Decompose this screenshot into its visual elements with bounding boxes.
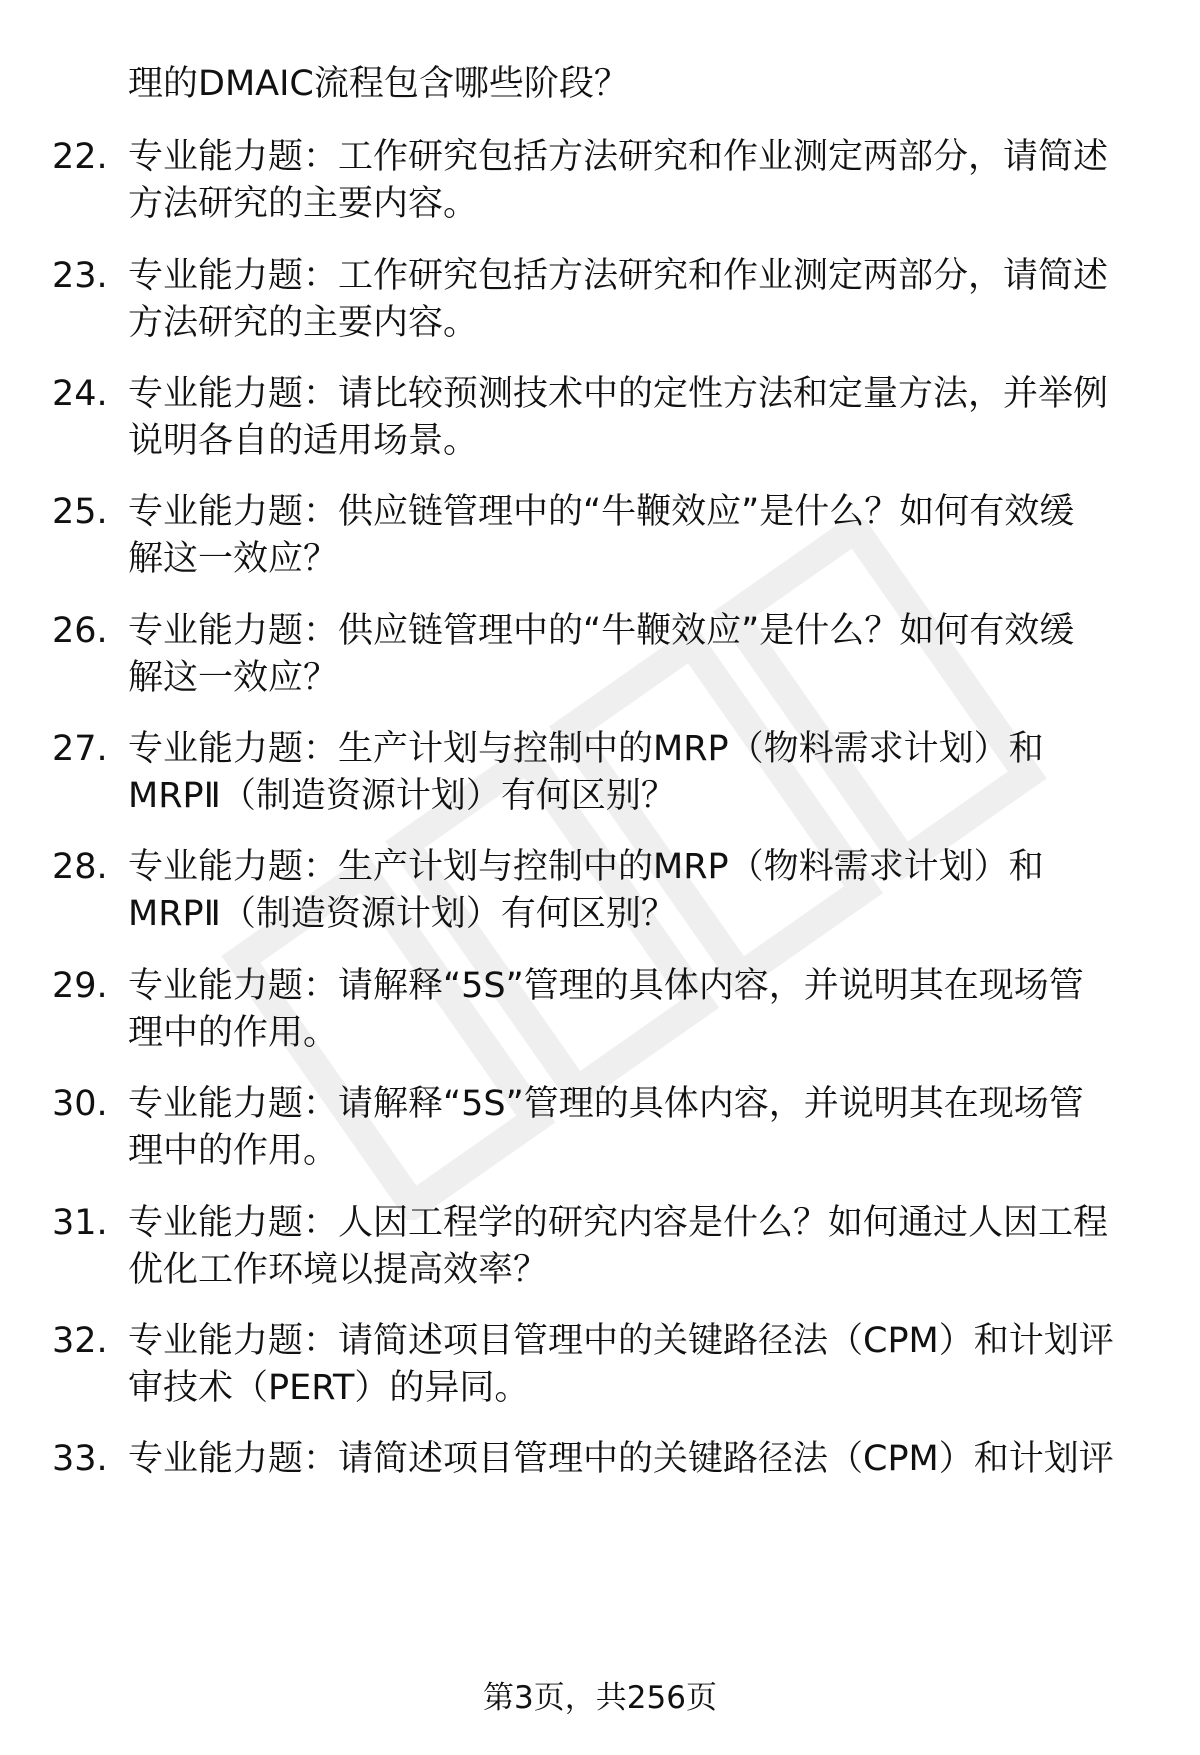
question-number: 23.	[52, 256, 108, 296]
question-text-line: 专业能力题：请简述项目管理中的关键路径法（CPM）和计划评	[128, 1439, 1114, 1479]
question-text-line: MRPⅡ（制造资源计划）有何区别？	[128, 894, 676, 934]
question-text-line: 优化工作环境以提高效率？	[128, 1250, 549, 1290]
question-text-line: 说明各自的适用场景。	[128, 421, 479, 461]
question-text-line: 专业能力题：请解释“5S”管理的具体内容，并说明其在现场管	[128, 1084, 1084, 1124]
question-number: 22.	[52, 137, 108, 177]
page-number-footer: 第3页，共256页	[483, 1680, 717, 1716]
question-text-line: 专业能力题：供应链管理中的“牛鞭效应”是什么？如何有效缓	[128, 492, 1075, 532]
question-number: 29.	[52, 966, 108, 1006]
question-number: 31.	[52, 1203, 108, 1243]
question-text-line: 专业能力题：生产计划与控制中的MRP（物料需求计划）和	[128, 847, 1044, 887]
question-number: 33.	[52, 1439, 108, 1479]
question-number: 28.	[52, 847, 108, 887]
question-number: 30.	[52, 1084, 108, 1124]
question-text-line: 方法研究的主要内容。	[128, 184, 479, 224]
question-text-line: 专业能力题：工作研究包括方法研究和作业测定两部分，请简述	[128, 137, 1109, 177]
question-number: 26.	[52, 611, 108, 651]
question-text-line: 专业能力题：请比较预测技术中的定性方法和定量方法，并举例	[128, 374, 1109, 414]
question-text-line: 理中的作用。	[128, 1131, 339, 1171]
question-text-line: 专业能力题：生产计划与控制中的MRP（物料需求计划）和	[128, 729, 1044, 769]
question-text-line: 理中的作用。	[128, 1013, 339, 1053]
continued-question-text: 理的DMAIC流程包含哪些阶段？	[128, 64, 629, 104]
question-text-line: MRPⅡ（制造资源计划）有何区别？	[128, 776, 676, 816]
question-number: 24.	[52, 374, 108, 414]
question-text-line: 专业能力题：供应链管理中的“牛鞭效应”是什么？如何有效缓	[128, 611, 1075, 651]
question-text-line: 审技术（PERT）的异同。	[128, 1368, 530, 1408]
question-number: 27.	[52, 729, 108, 769]
question-text-line: 专业能力题：工作研究包括方法研究和作业测定两部分，请简述	[128, 256, 1109, 296]
question-text-line: 专业能力题：人因工程学的研究内容是什么？如何通过人因工程	[128, 1203, 1109, 1243]
question-text-line: 解这一效应？	[128, 539, 339, 579]
question-text-line: 专业能力题：请简述项目管理中的关键路径法（CPM）和计划评	[128, 1321, 1114, 1361]
question-number: 32.	[52, 1321, 108, 1361]
question-text-line: 解这一效应？	[128, 658, 339, 698]
question-text-line: 专业能力题：请解释“5S”管理的具体内容，并说明其在现场管	[128, 966, 1084, 1006]
question-number: 25.	[52, 492, 108, 532]
question-text-line: 方法研究的主要内容。	[128, 303, 479, 343]
